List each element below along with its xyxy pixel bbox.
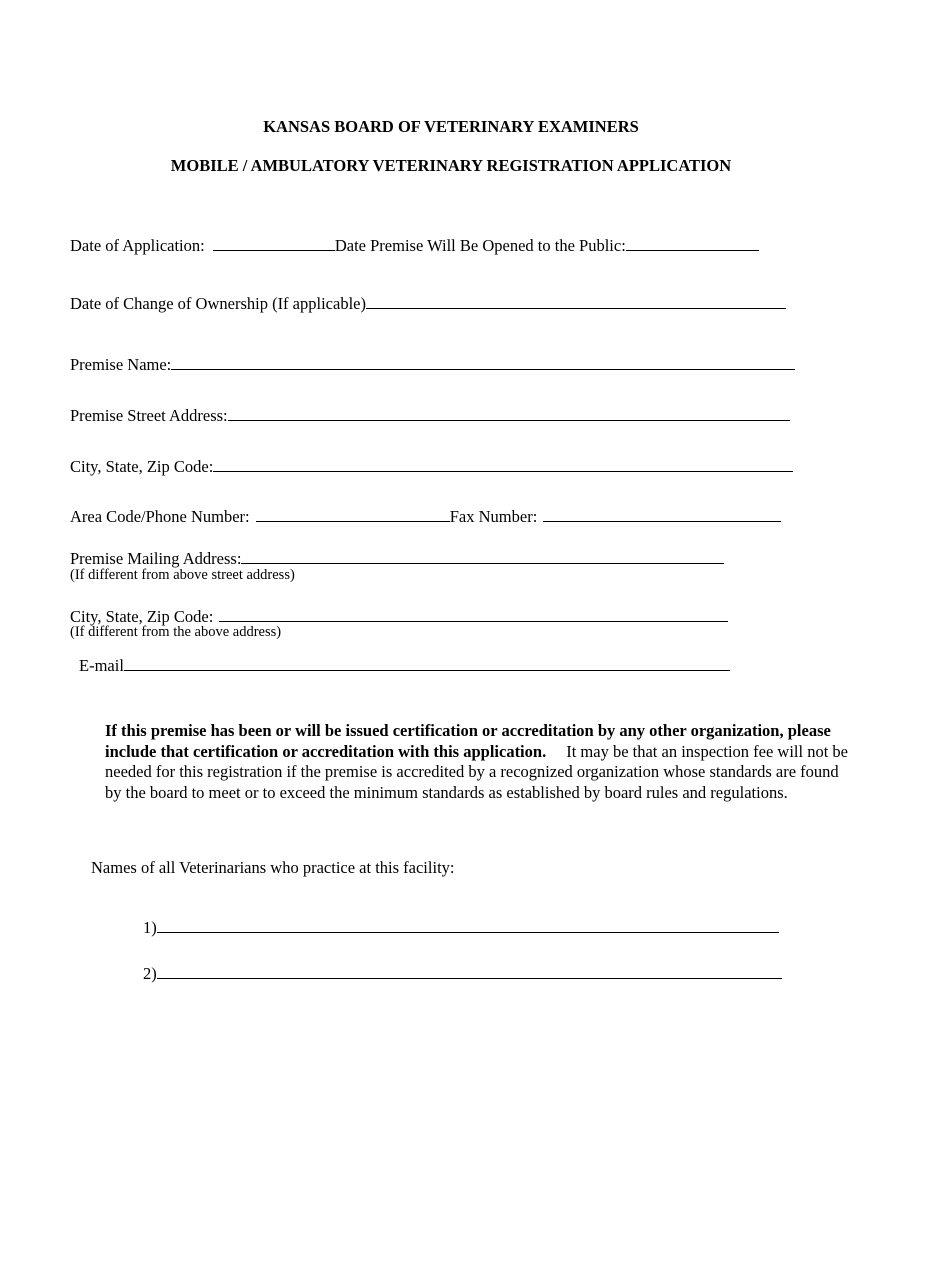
row-premise-street (70, 404, 790, 426)
phone-label: Area Code/Phone Number: (70, 507, 250, 526)
phone-input[interactable] (256, 505, 450, 522)
accreditation-notice (105, 721, 850, 803)
form-title: MOBILE / AMBULATORY VETERINARY REGISTRATION APPLICATION (170, 156, 732, 175)
premise-street-label: Premise Street Address: (70, 406, 228, 425)
mailing-address-note: (If different from above street address) (70, 567, 295, 583)
email-label: E-mail (79, 656, 124, 675)
fax-label: Fax Number: (449, 507, 538, 526)
row-dates (70, 234, 759, 256)
city-state-zip-input[interactable] (213, 455, 793, 472)
accreditation-notice-bold: If this premise has been or will be issued certification or accreditation by any other organization, please include that certification or accreditation with this application. (105, 721, 831, 761)
premise-name-input[interactable] (171, 353, 795, 370)
date-of-application-input[interactable] (213, 234, 335, 251)
row-premise-name (70, 353, 795, 375)
email-input[interactable] (124, 654, 730, 671)
city-state-zip-2-label: City, State, Zip Code: (70, 607, 214, 626)
premise-name-label: Premise Name: (70, 355, 172, 374)
date-opened-input[interactable] (626, 234, 759, 251)
mailing-address-label: Premise Mailing Address: (70, 549, 242, 568)
date-opened-label: Date Premise Will Be Opened to the Public: (334, 236, 626, 255)
vet-row-1 (143, 916, 779, 938)
accreditation-notice-text: It may be that an inspection fee will not be needed for this registration if the premise is accredited by a recognized organization whose standards are found by the board to meet or to exceed the minimum standards as established by board rules and regulations. (105, 741, 848, 802)
row-city-state-zip (70, 455, 793, 477)
city-state-zip-label: City, State, Zip Code: (70, 457, 214, 476)
vet-number-2: 2) (143, 964, 157, 983)
date-of-application-label: Date of Application: (70, 236, 205, 255)
row-mailing-address (70, 547, 724, 569)
vet-number-1: 1) (143, 918, 157, 937)
city-state-zip-2-input[interactable] (219, 605, 728, 622)
vet-row-2 (143, 962, 782, 984)
change-ownership-label: Date of Change of Ownership (If applicable) (70, 294, 366, 313)
premise-street-input[interactable] (228, 404, 790, 421)
row-phone-fax (70, 505, 781, 527)
row-email (79, 654, 730, 676)
city-state-zip-2-note: (If different from the above address) (70, 624, 282, 640)
row-change-ownership (70, 292, 786, 314)
vet-name-input-2[interactable] (157, 962, 782, 979)
change-ownership-input[interactable] (366, 292, 786, 309)
fax-input[interactable] (543, 505, 781, 522)
vet-name-input-1[interactable] (157, 916, 779, 933)
vets-heading: Names of all Veterinarians who practice at this facility: (91, 858, 455, 877)
board-name: KANSAS BOARD OF VETERINARY EXAMINERS (263, 117, 639, 136)
mailing-address-input[interactable] (241, 547, 724, 564)
